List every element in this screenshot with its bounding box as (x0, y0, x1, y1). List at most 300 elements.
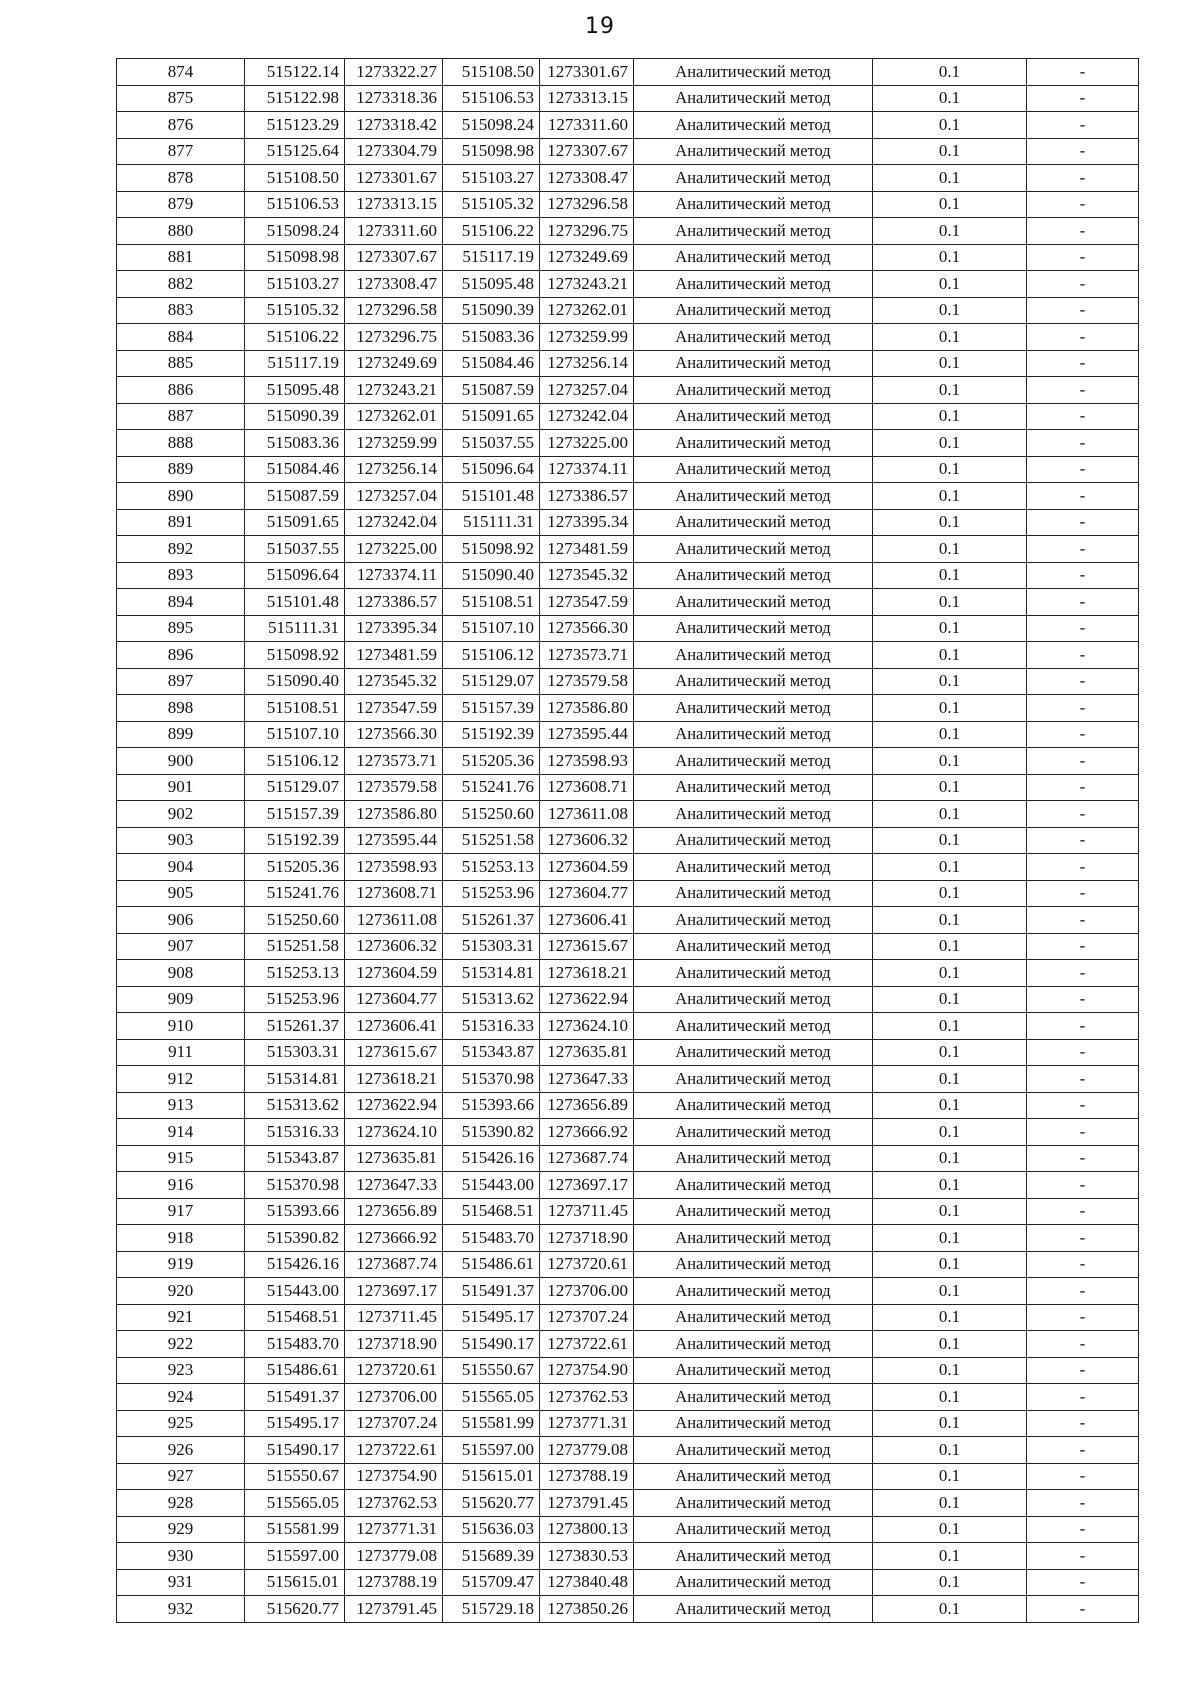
method-cell: Аналитический метод (634, 1225, 873, 1252)
accuracy-cell: 0.1 (873, 271, 1027, 298)
accuracy-cell: 0.1 (873, 827, 1027, 854)
x2-cell: 515098.98 (443, 138, 540, 165)
point-number-cell: 910 (117, 1013, 245, 1040)
method-cell: Аналитический метод (634, 1596, 873, 1623)
note-cell: - (1027, 1278, 1139, 1305)
accuracy-cell: 0.1 (873, 695, 1027, 722)
point-number-cell: 919 (117, 1251, 245, 1278)
method-cell: Аналитический метод (634, 1066, 873, 1093)
x1-cell: 515108.50 (245, 165, 345, 192)
note-cell: - (1027, 59, 1139, 86)
note-cell: - (1027, 801, 1139, 828)
x1-cell: 515250.60 (245, 907, 345, 934)
point-number-cell: 892 (117, 536, 245, 563)
y1-cell: 1273666.92 (345, 1225, 443, 1252)
y2-cell: 1273296.75 (540, 218, 634, 245)
x1-cell: 515107.10 (245, 721, 345, 748)
x2-cell: 515615.01 (443, 1463, 540, 1490)
table-row (117, 801, 1139, 828)
note-cell: - (1027, 1463, 1139, 1490)
y2-cell: 1273707.24 (540, 1304, 634, 1331)
method-cell: Аналитический метод (634, 854, 873, 881)
y1-cell: 1273635.81 (345, 1145, 443, 1172)
x2-cell: 515098.24 (443, 112, 540, 139)
method-cell: Аналитический метод (634, 1092, 873, 1119)
y1-cell: 1273711.45 (345, 1304, 443, 1331)
accuracy-cell: 0.1 (873, 562, 1027, 589)
y1-cell: 1273624.10 (345, 1119, 443, 1146)
x2-cell: 515106.22 (443, 218, 540, 245)
coordinates-table (116, 58, 1139, 1623)
x1-cell: 515123.29 (245, 112, 345, 139)
accuracy-cell: 0.1 (873, 880, 1027, 907)
point-number-cell: 909 (117, 986, 245, 1013)
y1-cell: 1273788.19 (345, 1569, 443, 1596)
method-cell: Аналитический метод (634, 1516, 873, 1543)
x2-cell: 515390.82 (443, 1119, 540, 1146)
note-cell: - (1027, 218, 1139, 245)
point-number-cell: 888 (117, 430, 245, 457)
x2-cell: 515426.16 (443, 1145, 540, 1172)
y2-cell: 1273586.80 (540, 695, 634, 722)
y2-cell: 1273257.04 (540, 377, 634, 404)
y2-cell: 1273566.30 (540, 615, 634, 642)
x2-cell: 515105.32 (443, 191, 540, 218)
x2-cell: 515581.99 (443, 1410, 540, 1437)
x1-cell: 515390.82 (245, 1225, 345, 1252)
accuracy-cell: 0.1 (873, 774, 1027, 801)
note-cell: - (1027, 1066, 1139, 1093)
x1-cell: 515105.32 (245, 297, 345, 324)
accuracy-cell: 0.1 (873, 59, 1027, 86)
x2-cell: 515084.46 (443, 350, 540, 377)
point-number-cell: 927 (117, 1463, 245, 1490)
point-number-cell: 894 (117, 589, 245, 616)
note-cell: - (1027, 85, 1139, 112)
x1-cell: 515313.62 (245, 1092, 345, 1119)
y1-cell: 1273791.45 (345, 1596, 443, 1623)
note-cell: - (1027, 1198, 1139, 1225)
y2-cell: 1273386.57 (540, 483, 634, 510)
method-cell: Аналитический метод (634, 218, 873, 245)
method-cell: Аналитический метод (634, 748, 873, 775)
note-cell: - (1027, 642, 1139, 669)
method-cell: Аналитический метод (634, 1304, 873, 1331)
point-number-cell: 891 (117, 509, 245, 536)
y2-cell: 1273249.69 (540, 244, 634, 271)
accuracy-cell: 0.1 (873, 907, 1027, 934)
y2-cell: 1273788.19 (540, 1463, 634, 1490)
note-cell: - (1027, 1357, 1139, 1384)
method-cell: Аналитический метод (634, 165, 873, 192)
table-row (117, 1410, 1139, 1437)
x2-cell: 515689.39 (443, 1543, 540, 1570)
note-cell: - (1027, 138, 1139, 165)
point-number-cell: 911 (117, 1039, 245, 1066)
accuracy-cell: 0.1 (873, 1463, 1027, 1490)
y1-cell: 1273242.04 (345, 509, 443, 536)
x1-cell: 515253.13 (245, 960, 345, 987)
x2-cell: 515106.12 (443, 642, 540, 669)
x1-cell: 515253.96 (245, 986, 345, 1013)
point-number-cell: 893 (117, 562, 245, 589)
note-cell: - (1027, 562, 1139, 589)
table-row (117, 1119, 1139, 1146)
y1-cell: 1273256.14 (345, 456, 443, 483)
note-cell: - (1027, 986, 1139, 1013)
accuracy-cell: 0.1 (873, 668, 1027, 695)
table-row (117, 668, 1139, 695)
table-row (117, 1516, 1139, 1543)
accuracy-cell: 0.1 (873, 1304, 1027, 1331)
accuracy-cell: 0.1 (873, 1039, 1027, 1066)
x2-cell: 515443.00 (443, 1172, 540, 1199)
table-row (117, 562, 1139, 589)
method-cell: Аналитический метод (634, 642, 873, 669)
x1-cell: 515192.39 (245, 827, 345, 854)
y2-cell: 1273779.08 (540, 1437, 634, 1464)
table-row (117, 1331, 1139, 1358)
accuracy-cell: 0.1 (873, 138, 1027, 165)
x2-cell: 515343.87 (443, 1039, 540, 1066)
y2-cell: 1273606.41 (540, 907, 634, 934)
y2-cell: 1273604.59 (540, 854, 634, 881)
table-row (117, 112, 1139, 139)
x2-cell: 515117.19 (443, 244, 540, 271)
point-number-cell: 918 (117, 1225, 245, 1252)
y1-cell: 1273573.71 (345, 748, 443, 775)
point-number-cell: 906 (117, 907, 245, 934)
y2-cell: 1273850.26 (540, 1596, 634, 1623)
point-number-cell: 926 (117, 1437, 245, 1464)
note-cell: - (1027, 1516, 1139, 1543)
table-row (117, 1172, 1139, 1199)
point-number-cell: 884 (117, 324, 245, 351)
note-cell: - (1027, 695, 1139, 722)
accuracy-cell: 0.1 (873, 430, 1027, 457)
x2-cell: 515250.60 (443, 801, 540, 828)
note-cell: - (1027, 960, 1139, 987)
x2-cell: 515095.48 (443, 271, 540, 298)
method-cell: Аналитический метод (634, 1119, 873, 1146)
x2-cell: 515620.77 (443, 1490, 540, 1517)
note-cell: - (1027, 509, 1139, 536)
y2-cell: 1273647.33 (540, 1066, 634, 1093)
accuracy-cell: 0.1 (873, 986, 1027, 1013)
x2-cell: 515261.37 (443, 907, 540, 934)
table-row (117, 244, 1139, 271)
x1-cell: 515106.22 (245, 324, 345, 351)
point-number-cell: 882 (117, 271, 245, 298)
note-cell: - (1027, 1145, 1139, 1172)
accuracy-cell: 0.1 (873, 933, 1027, 960)
accuracy-cell: 0.1 (873, 165, 1027, 192)
table-row (117, 1198, 1139, 1225)
y1-cell: 1273687.74 (345, 1251, 443, 1278)
y2-cell: 1273711.45 (540, 1198, 634, 1225)
x1-cell: 515550.67 (245, 1463, 345, 1490)
accuracy-cell: 0.1 (873, 1384, 1027, 1411)
y2-cell: 1273635.81 (540, 1039, 634, 1066)
x2-cell: 515157.39 (443, 695, 540, 722)
y1-cell: 1273608.71 (345, 880, 443, 907)
accuracy-cell: 0.1 (873, 1596, 1027, 1623)
note-cell: - (1027, 880, 1139, 907)
point-number-cell: 931 (117, 1569, 245, 1596)
accuracy-cell: 0.1 (873, 297, 1027, 324)
note-cell: - (1027, 536, 1139, 563)
method-cell: Аналитический метод (634, 1437, 873, 1464)
accuracy-cell: 0.1 (873, 801, 1027, 828)
table-row (117, 1225, 1139, 1252)
x2-cell: 515107.10 (443, 615, 540, 642)
y2-cell: 1273311.60 (540, 112, 634, 139)
accuracy-cell: 0.1 (873, 1437, 1027, 1464)
point-number-cell: 890 (117, 483, 245, 510)
table-row (117, 1013, 1139, 1040)
y2-cell: 1273262.01 (540, 297, 634, 324)
table-row (117, 854, 1139, 881)
x2-cell: 515251.58 (443, 827, 540, 854)
note-cell: - (1027, 1437, 1139, 1464)
point-number-cell: 889 (117, 456, 245, 483)
x1-cell: 515117.19 (245, 350, 345, 377)
y2-cell: 1273606.32 (540, 827, 634, 854)
y1-cell: 1273311.60 (345, 218, 443, 245)
accuracy-cell: 0.1 (873, 1543, 1027, 1570)
y2-cell: 1273706.00 (540, 1278, 634, 1305)
point-number-cell: 907 (117, 933, 245, 960)
y2-cell: 1273604.77 (540, 880, 634, 907)
table-row (117, 377, 1139, 404)
accuracy-cell: 0.1 (873, 1357, 1027, 1384)
table-row (117, 1437, 1139, 1464)
point-number-cell: 898 (117, 695, 245, 722)
y2-cell: 1273573.71 (540, 642, 634, 669)
point-number-cell: 920 (117, 1278, 245, 1305)
y1-cell: 1273374.11 (345, 562, 443, 589)
point-number-cell: 877 (117, 138, 245, 165)
note-cell: - (1027, 191, 1139, 218)
accuracy-cell: 0.1 (873, 85, 1027, 112)
x2-cell: 515090.39 (443, 297, 540, 324)
x1-cell: 515091.65 (245, 509, 345, 536)
x1-cell: 515096.64 (245, 562, 345, 589)
accuracy-cell: 0.1 (873, 1331, 1027, 1358)
x1-cell: 515491.37 (245, 1384, 345, 1411)
method-cell: Аналитический метод (634, 774, 873, 801)
table-row (117, 721, 1139, 748)
x2-cell: 515729.18 (443, 1596, 540, 1623)
table-row (117, 218, 1139, 245)
note-cell: - (1027, 1092, 1139, 1119)
table-row (117, 695, 1139, 722)
x2-cell: 515253.13 (443, 854, 540, 881)
note-cell: - (1027, 721, 1139, 748)
point-number-cell: 885 (117, 350, 245, 377)
x2-cell: 515483.70 (443, 1225, 540, 1252)
y2-cell: 1273395.34 (540, 509, 634, 536)
x2-cell: 515636.03 (443, 1516, 540, 1543)
note-cell: - (1027, 854, 1139, 881)
method-cell: Аналитический метод (634, 324, 873, 351)
point-number-cell: 875 (117, 85, 245, 112)
method-cell: Аналитический метод (634, 1013, 873, 1040)
note-cell: - (1027, 377, 1139, 404)
table-row (117, 615, 1139, 642)
y1-cell: 1273579.58 (345, 774, 443, 801)
accuracy-cell: 0.1 (873, 403, 1027, 430)
table-row (117, 589, 1139, 616)
point-number-cell: 902 (117, 801, 245, 828)
page-number: 19 (585, 14, 615, 39)
table-row (117, 324, 1139, 351)
accuracy-cell: 0.1 (873, 1490, 1027, 1517)
y2-cell: 1273243.21 (540, 271, 634, 298)
method-cell: Аналитический метод (634, 456, 873, 483)
accuracy-cell: 0.1 (873, 483, 1027, 510)
x1-cell: 515103.27 (245, 271, 345, 298)
note-cell: - (1027, 615, 1139, 642)
point-number-cell: 899 (117, 721, 245, 748)
x1-cell: 515565.05 (245, 1490, 345, 1517)
method-cell: Аналитический метод (634, 1172, 873, 1199)
point-number-cell: 904 (117, 854, 245, 881)
accuracy-cell: 0.1 (873, 1278, 1027, 1305)
y1-cell: 1273697.17 (345, 1278, 443, 1305)
y1-cell: 1273647.33 (345, 1172, 443, 1199)
x2-cell: 515495.17 (443, 1304, 540, 1331)
x1-cell: 515303.31 (245, 1039, 345, 1066)
y1-cell: 1273395.34 (345, 615, 443, 642)
y1-cell: 1273754.90 (345, 1463, 443, 1490)
point-number-cell: 887 (117, 403, 245, 430)
y1-cell: 1273706.00 (345, 1384, 443, 1411)
x1-cell: 515037.55 (245, 536, 345, 563)
note-cell: - (1027, 748, 1139, 775)
y2-cell: 1273595.44 (540, 721, 634, 748)
y2-cell: 1273481.59 (540, 536, 634, 563)
y1-cell: 1273598.93 (345, 854, 443, 881)
x1-cell: 515106.12 (245, 748, 345, 775)
table-row (117, 880, 1139, 907)
note-cell: - (1027, 271, 1139, 298)
x1-cell: 515095.48 (245, 377, 345, 404)
table-row (117, 933, 1139, 960)
method-cell: Аналитический метод (634, 509, 873, 536)
table-row (117, 456, 1139, 483)
method-cell: Аналитический метод (634, 536, 873, 563)
note-cell: - (1027, 774, 1139, 801)
point-number-cell: 895 (117, 615, 245, 642)
y1-cell: 1273618.21 (345, 1066, 443, 1093)
y2-cell: 1273666.92 (540, 1119, 634, 1146)
x1-cell: 515620.77 (245, 1596, 345, 1623)
y2-cell: 1273754.90 (540, 1357, 634, 1384)
x2-cell: 515083.36 (443, 324, 540, 351)
y1-cell: 1273249.69 (345, 350, 443, 377)
point-number-cell: 903 (117, 827, 245, 854)
y2-cell: 1273615.67 (540, 933, 634, 960)
method-cell: Аналитический метод (634, 1569, 873, 1596)
point-number-cell: 915 (117, 1145, 245, 1172)
y2-cell: 1273722.61 (540, 1331, 634, 1358)
y1-cell: 1273606.41 (345, 1013, 443, 1040)
note-cell: - (1027, 483, 1139, 510)
y2-cell: 1273762.53 (540, 1384, 634, 1411)
table-row (117, 774, 1139, 801)
y2-cell: 1273374.11 (540, 456, 634, 483)
x1-cell: 515098.98 (245, 244, 345, 271)
accuracy-cell: 0.1 (873, 1225, 1027, 1252)
x1-cell: 515495.17 (245, 1410, 345, 1437)
x2-cell: 515091.65 (443, 403, 540, 430)
x1-cell: 515157.39 (245, 801, 345, 828)
note-cell: - (1027, 1172, 1139, 1199)
point-number-cell: 897 (117, 668, 245, 695)
accuracy-cell: 0.1 (873, 1013, 1027, 1040)
accuracy-cell: 0.1 (873, 1145, 1027, 1172)
x2-cell: 515316.33 (443, 1013, 540, 1040)
x1-cell: 515084.46 (245, 456, 345, 483)
table-row (117, 403, 1139, 430)
y2-cell: 1273579.58 (540, 668, 634, 695)
table-row (117, 430, 1139, 457)
table-row (117, 907, 1139, 934)
note-cell: - (1027, 933, 1139, 960)
table-row (117, 1569, 1139, 1596)
y1-cell: 1273308.47 (345, 271, 443, 298)
accuracy-cell: 0.1 (873, 324, 1027, 351)
y2-cell: 1273771.31 (540, 1410, 634, 1437)
method-cell: Аналитический метод (634, 1357, 873, 1384)
table-row (117, 1039, 1139, 1066)
y1-cell: 1273771.31 (345, 1516, 443, 1543)
accuracy-cell: 0.1 (873, 244, 1027, 271)
x2-cell: 515037.55 (443, 430, 540, 457)
y2-cell: 1273611.08 (540, 801, 634, 828)
x1-cell: 515098.92 (245, 642, 345, 669)
y1-cell: 1273545.32 (345, 668, 443, 695)
table-row (117, 271, 1139, 298)
x1-cell: 515122.98 (245, 85, 345, 112)
method-cell: Аналитический метод (634, 695, 873, 722)
method-cell: Аналитический метод (634, 986, 873, 1013)
x1-cell: 515090.39 (245, 403, 345, 430)
note-cell: - (1027, 1304, 1139, 1331)
y1-cell: 1273313.15 (345, 191, 443, 218)
x1-cell: 515101.48 (245, 589, 345, 616)
x1-cell: 515087.59 (245, 483, 345, 510)
y1-cell: 1273611.08 (345, 907, 443, 934)
x1-cell: 515111.31 (245, 615, 345, 642)
y1-cell: 1273259.99 (345, 430, 443, 457)
point-number-cell: 912 (117, 1066, 245, 1093)
y2-cell: 1273301.67 (540, 59, 634, 86)
y2-cell: 1273718.90 (540, 1225, 634, 1252)
x1-cell: 515106.53 (245, 191, 345, 218)
y2-cell: 1273296.58 (540, 191, 634, 218)
x1-cell: 515205.36 (245, 854, 345, 881)
note-cell: - (1027, 165, 1139, 192)
table-row (117, 642, 1139, 669)
y1-cell: 1273243.21 (345, 377, 443, 404)
method-cell: Аналитический метод (634, 801, 873, 828)
x2-cell: 515709.47 (443, 1569, 540, 1596)
accuracy-cell: 0.1 (873, 456, 1027, 483)
y2-cell: 1273618.21 (540, 960, 634, 987)
y2-cell: 1273242.04 (540, 403, 634, 430)
